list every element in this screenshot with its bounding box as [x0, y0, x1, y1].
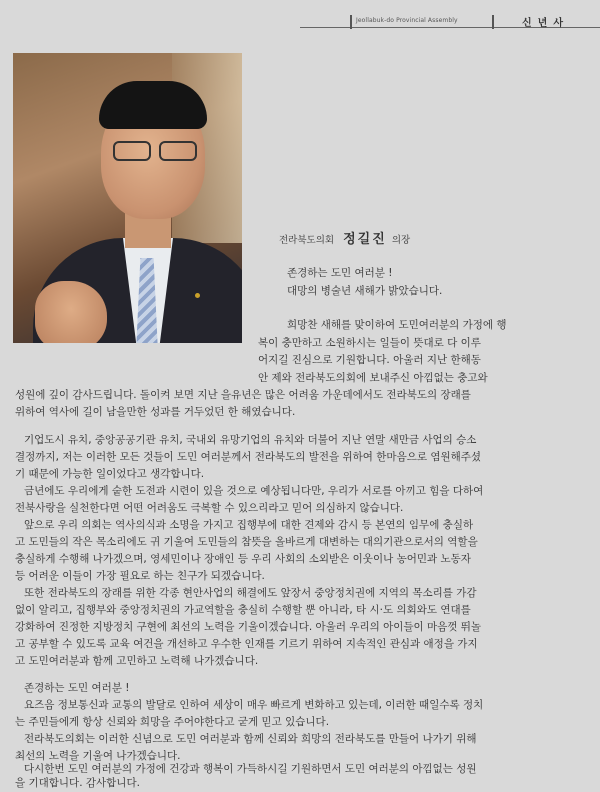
speech-line: 존경하는 도민 여러분 !: [287, 267, 393, 279]
speech-line: 위하여 역사에 길이 남을만한 성과를 거두었던 한 해였습니다.: [15, 406, 296, 418]
header-divider: [492, 15, 494, 29]
speech-line: 어지길 진심으로 기원합니다. 아울러 지난 한해동: [258, 354, 481, 366]
speech-line: 앞으로 우리 의회는 역사의식과 소명을 가지고 집행부에 대한 견제와 감시 등 본연의 임무에 충실하: [24, 519, 474, 531]
speech-line: 성원에 깊이 감사드립니다. 돌이켜 보면 지난 을유년은 많은 어려움 가운데에서도 전라북도의 장래를: [15, 389, 471, 401]
speech-line: 요즈음 정보통신과 교통의 발달로 인하여 세상이 매우 빠르게 변화하고 있는데, 이러한 때일수록 정치: [24, 699, 484, 711]
header-section-title: 신년사: [522, 18, 569, 29]
author-byline: [279, 228, 410, 247]
speech-line: 금년에도 우리에게 숱한 도전과 시련이 있을 것으로 예상됩니다만, 우리가 서로를 아끼고 힘을 다하여: [24, 485, 484, 497]
speech-line: 강화하여 진정한 지방정치 구현에 최선의 노력을 기울이겠습니다. 아울러 우리의 아이들이 마음껏 뛰놀: [15, 621, 482, 633]
speech-line: 없이 알리고, 집행부와 중앙정치권의 가교역할을 충실히 수행할 뿐 아니라, 타 시·도 의회와도 연대를: [15, 604, 471, 616]
speech-line: 다시한번 도민 여러분의 가정에 건강과 행복이 가득하시길 기원하면서 도민 여러분의 아낌없는 성원: [24, 763, 477, 775]
speech-line: 고 공부할 수 있도록 교육 여건을 개선하고 우수한 인재를 기르기 위하여 지속적인 관심과 애정을 가지: [15, 638, 478, 650]
speech-line: 고 도민들의 작은 목소리에도 귀 기울여 도민들의 참뜻을 올바르게 대변하는 대의기관으로서의 역할을: [15, 536, 478, 548]
speech-line: 또한 전라북도의 장래를 위한 각종 현안사업의 해결에도 앞장서 중앙정치권에 지역의 목소리를 가감: [24, 587, 477, 599]
author-org: 전라북도의회: [279, 235, 335, 246]
author-title: 의장: [391, 235, 411, 246]
speech-line: 전라북도의회는 이러한 신념으로 도민 여러분과 함께 신뢰와 희망의 전라북도를 만들어 나가기 위해: [24, 733, 477, 745]
speech-line: 는 주민들에게 항상 신뢰와 희망을 주어야한다고 굳게 믿고 있습니다.: [15, 716, 330, 728]
speech-line: 최선의 노력을 기울여 나가겠습니다.: [15, 750, 181, 762]
speech-line: 충실하게 수행해 나가겠으며, 영세민이나 장애인 등 우리 사회의 소외받은 이웃이나 농어민과 노동자: [15, 553, 471, 565]
speech-line: 기 때문에 가능한 일이었다고 생각합니다.: [15, 468, 205, 480]
speech-line: 희망찬 새해를 맞이하여 도민여러분의 가정에 행: [287, 319, 507, 331]
speech-line: 존경하는 도민 여러분 !: [24, 682, 130, 694]
speech-line: 결정까지, 저는 이러한 모든 것들이 도민 여러분께서 전라북도의 발전을 위하여 한마음으로 염원해주셨: [15, 451, 482, 463]
speech-line: 기업도시 유치, 중앙공공기관 유치, 국내외 유망기업의 유치와 더불어 지난 연말 새만금 사업의 승소: [24, 434, 477, 446]
speech-line: 을 기대합니다. 감사합니다.: [15, 777, 140, 789]
speech-line: 복이 충만하고 소원하시는 일들이 뜻대로 다 이루: [258, 337, 481, 349]
speech-line: 전북사랑을 실천한다면 어떤 어려움도 극복할 수 있으리라고 믿어 의심하지 않습니다.: [15, 502, 404, 514]
speech-line: 고 도민여러분과 함께 고민하고 노력해 나가겠습니다.: [15, 655, 259, 667]
author-portrait-photo: [13, 53, 242, 343]
header-divider: [350, 15, 352, 29]
author-name: 정길진: [343, 232, 387, 247]
header-publication-label: Jeollabuk-do Provincial Assembly: [356, 17, 458, 24]
speech-line: 안 제와 전라북도의회에 보내주신 아낌없는 충고와: [258, 372, 488, 384]
speech-line: 등 어려운 이들이 가장 필요로 하는 친구가 되겠습니다.: [15, 570, 265, 582]
speech-line: 대망의 병술년 새해가 밝았습니다.: [287, 285, 443, 297]
